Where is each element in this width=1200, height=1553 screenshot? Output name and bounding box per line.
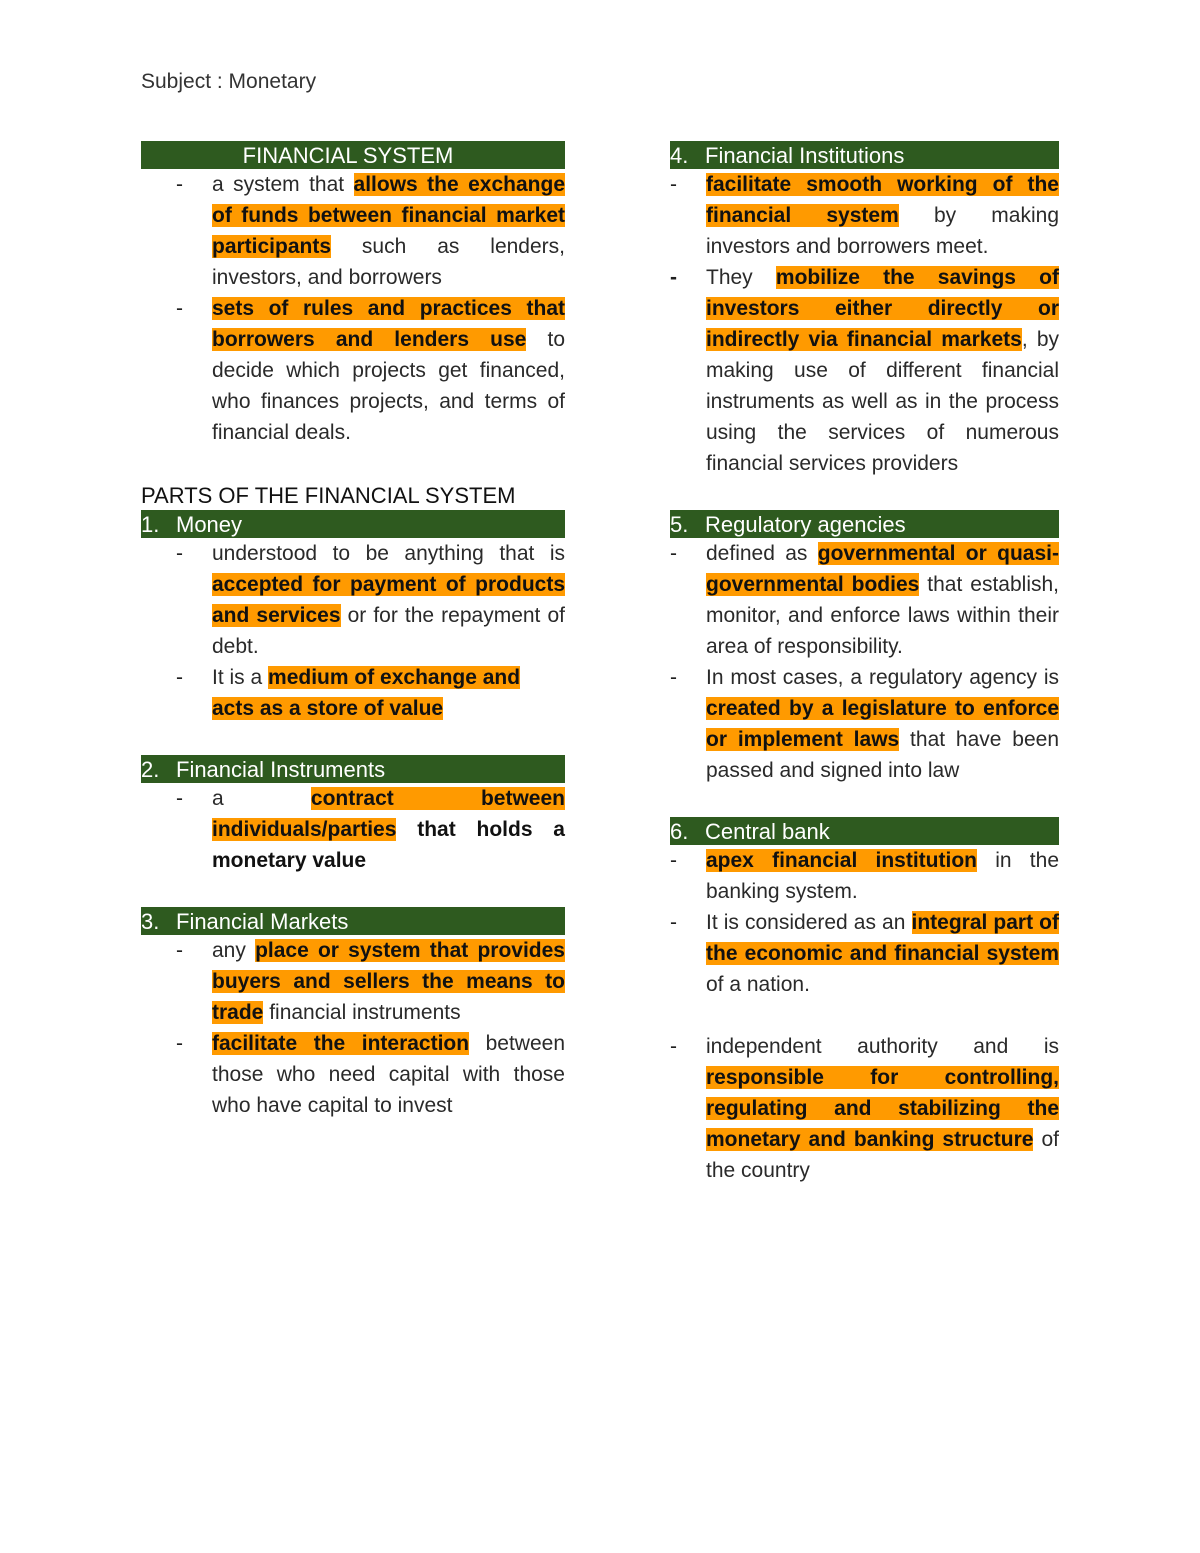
regulatory-heading: 5. Regulatory agencies [670,510,1059,538]
highlight: accepted for payment of products and services [212,573,565,627]
bullet-dash: - [670,173,677,196]
list-item: - facilitate the interaction between those who need capital with those who have capital to invest [141,1028,565,1121]
highlight: apex financial institution [706,849,977,872]
highlight: sets of rules and practices that borrowers and lenders use [212,297,565,351]
money-heading: 1. Money [141,510,565,538]
highlight: medium of exchange and acts as a store of value [212,666,521,720]
bullet-dash: - [670,911,677,934]
list-item: - understood to be anything that is accepted for payment of products and services or for the repayment of debt. [141,538,565,662]
bullet-dash: - [176,542,183,565]
markets-heading: 3. Financial Markets [141,907,565,935]
highlight: mobilize the savings of investors either directly or indirectly via financial markets [706,266,1059,351]
highlight: responsible for controlling, regulating and stabilizing the monetary and banking structure [706,1066,1059,1151]
list-item: - a system that allows the exchange of funds between financial market participants such as lenders, investors, and borrowers [141,169,565,293]
highlight: created by a legislature to enforce or implement laws [706,697,1059,751]
list-item: - a contract between individuals/parties that holds a monetary value [141,783,565,876]
list-item: - facilitate smooth working of the financial system by making investors and borrowers meet. [670,169,1059,262]
instruments-heading: 2. Financial Instruments [141,755,565,783]
list-item: - sets of rules and practices that borrowers and lenders use to decide which projects get financed, who finances projects, and terms of financial deals. [141,293,565,448]
subject-line: Subject : Monetary [141,70,317,93]
bullet-dash: - [176,173,183,196]
bullet-dash: - [176,297,183,320]
parts-title: PARTS OF THE FINANCIAL SYSTEM [141,483,516,508]
institutions-heading: 4. Financial Institutions [670,141,1059,169]
highlight: governmental or quasi-governmental bodies [706,542,1059,596]
highlight: integral part of the economic and financial system [706,911,1059,965]
highlight: place or system that provides buyers and sellers the means to trade [212,939,565,1024]
list-item: - defined as governmental or quasi-governmental bodies that establish, monitor, and enforce laws within their area of responsibility. [670,538,1059,662]
highlight: facilitate smooth working of the financial system [706,173,1059,227]
left-column [141,141,565,1121]
list-item: - any place or system that provides buyers and sellers the means to trade financial instruments [141,935,565,1028]
right-column [670,141,1059,1186]
heading-text: FINANCIAL SYSTEM [242,143,454,168]
highlight: allows the exchange of funds between financial market participants [212,173,565,258]
bullet-dash: - [670,849,677,872]
central-bank-heading: 6. Central bank [670,817,1059,845]
list-item: - They mobilize the savings of investors either directly or indirectly via financial markets, by making use of different financial instruments as well as in the process using the services of numerous financial services providers [670,262,1059,479]
bullet-dash: - [176,1032,183,1055]
bullet-dash: - [670,266,677,289]
highlight: contract between individuals/parties [212,787,565,841]
list-item: - independent authority and is responsible for controlling, regulating and stabilizing the monetary and banking structure of the country [670,1031,1059,1186]
list-item: - apex financial institution in the banking system. [670,845,1059,907]
bullet-dash: - [176,787,183,810]
list-item: - In most cases, a regulatory agency is created by a legislature to enforce or implement laws that have been passed and signed into law [670,662,1059,786]
bullet-dash: - [670,666,677,689]
bullet-dash: - [670,1035,677,1058]
list-item: - It is considered as an integral part of the economic and financial system of a nation. [670,907,1059,1000]
bullet-dash: - [670,542,677,565]
highlight: facilitate the interaction [212,1032,470,1055]
bullet-dash: - [176,666,183,689]
bullet-dash: - [176,939,183,962]
financial-system-heading [141,141,565,169]
list-item: - It is a medium of exchange and acts as a store of value [141,662,565,724]
